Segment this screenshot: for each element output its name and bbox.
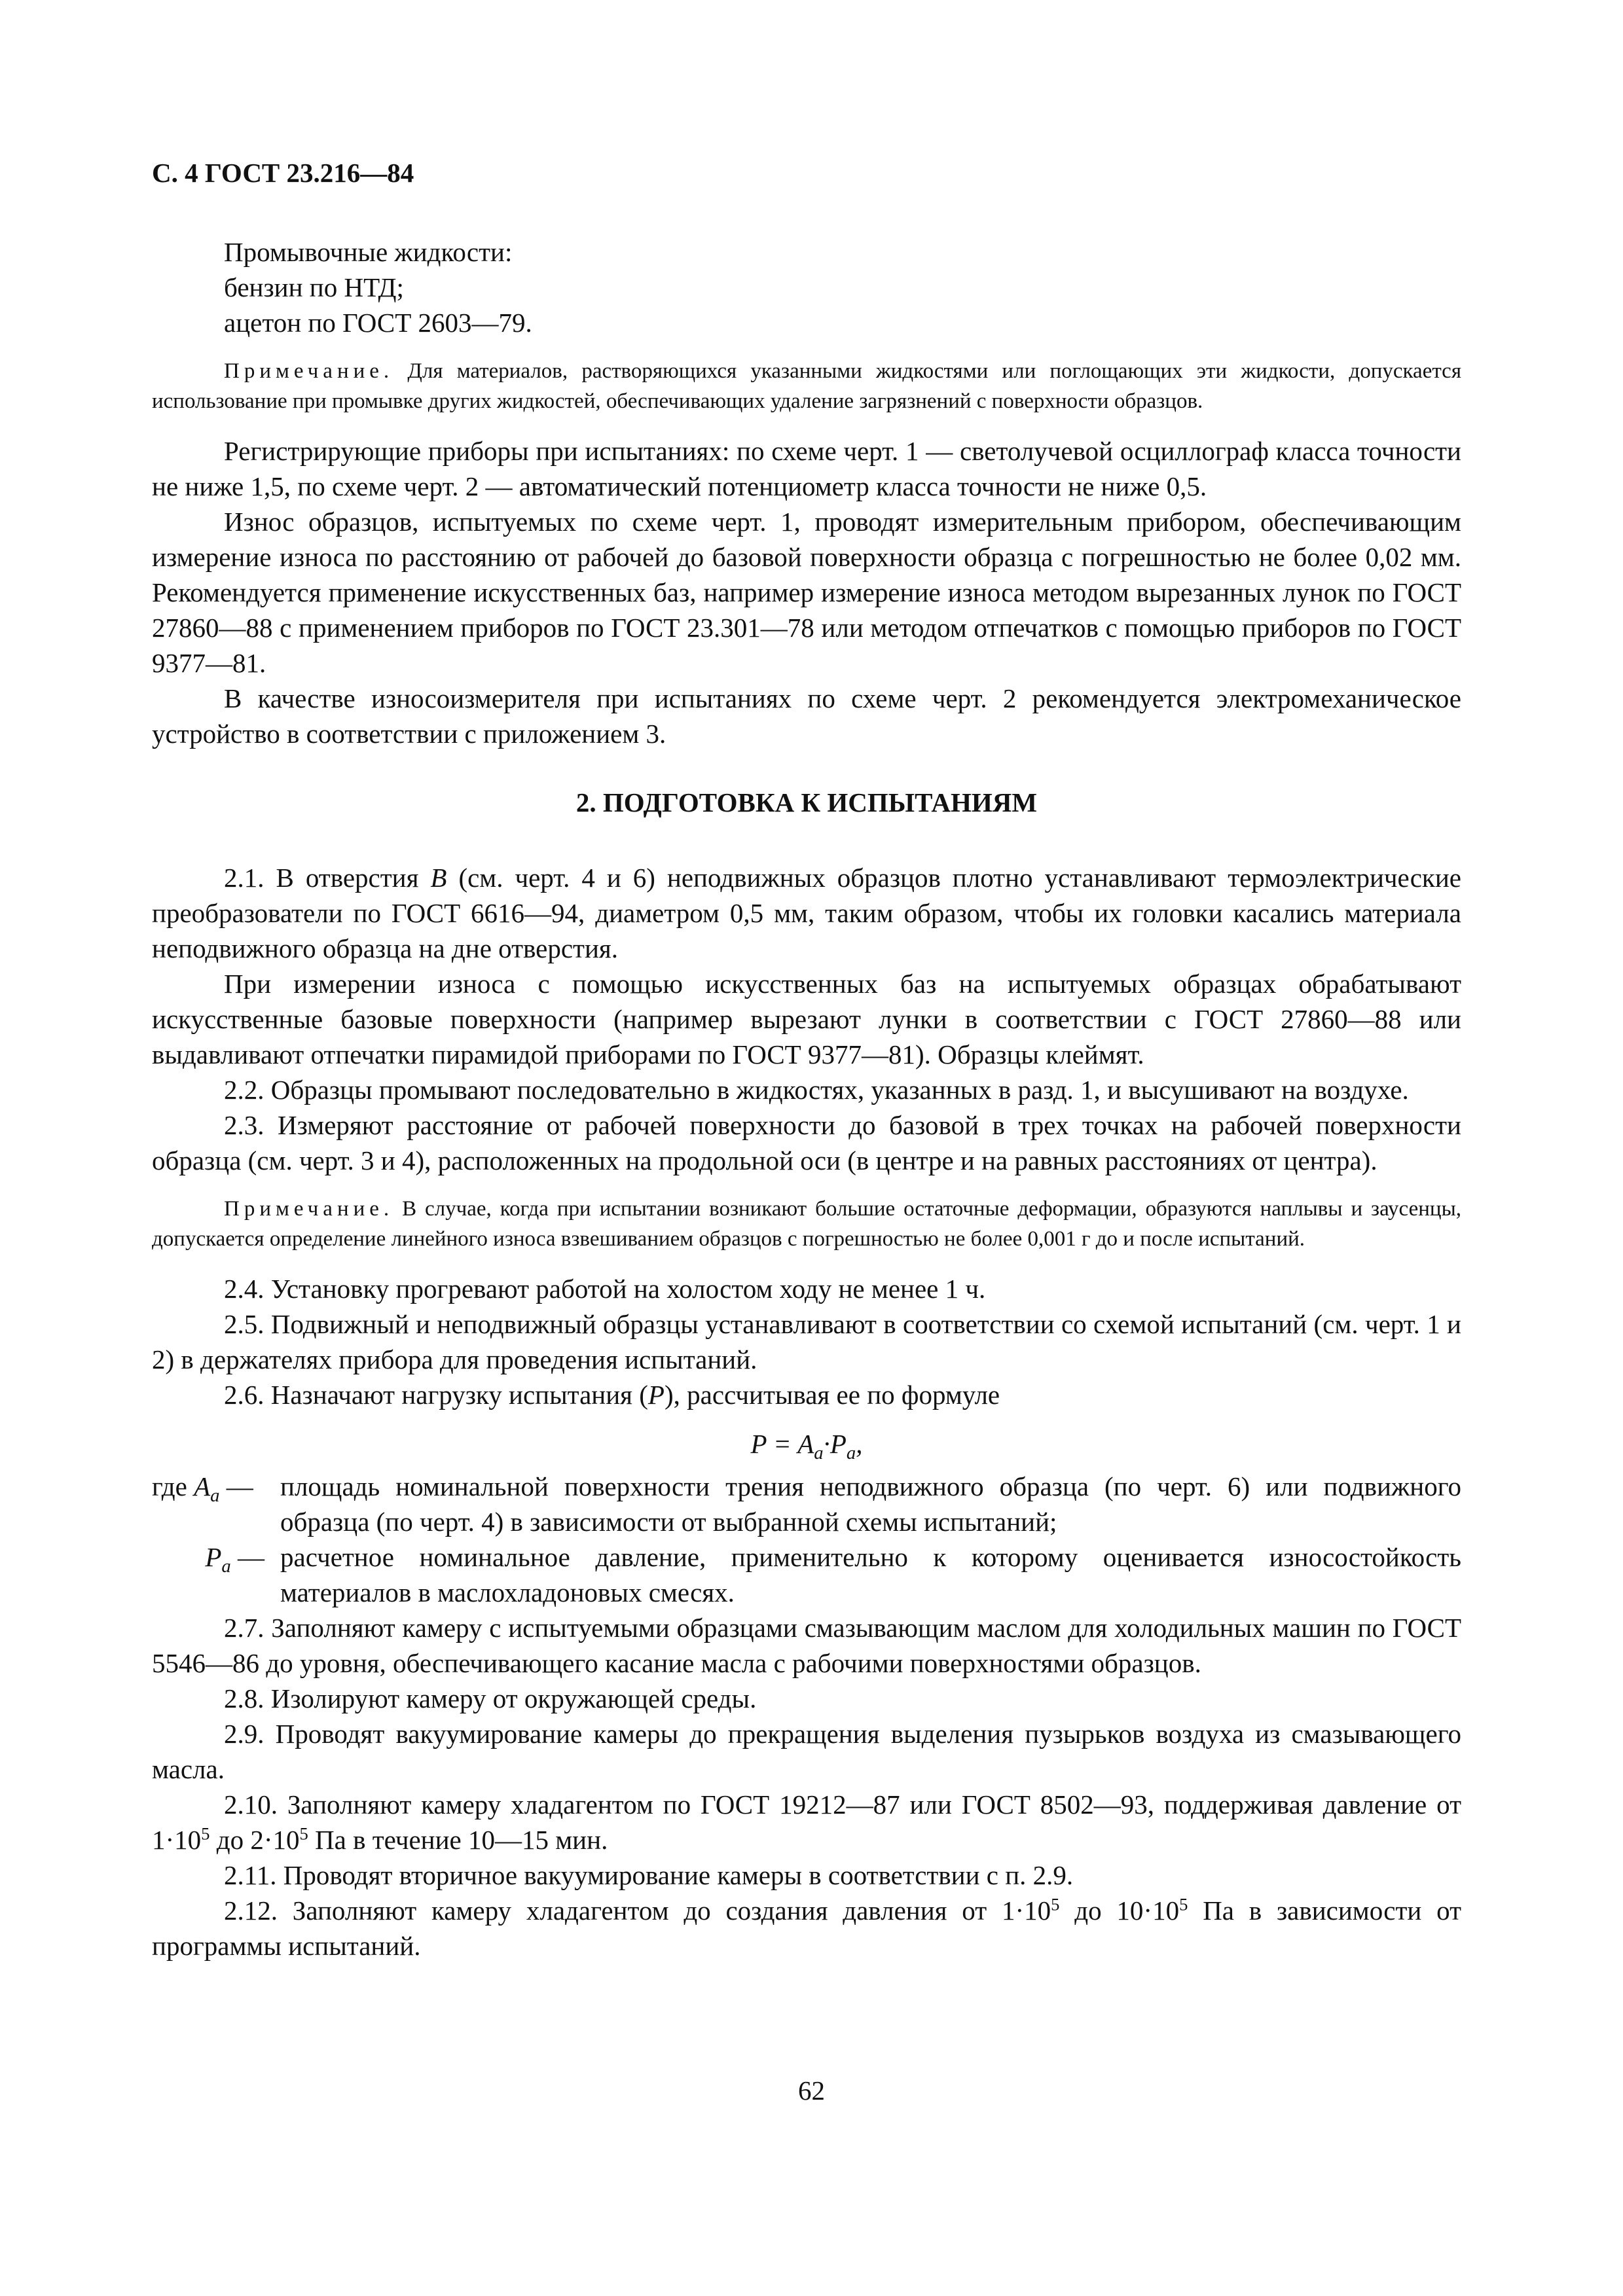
- fluid-item: бензин по НТД;: [224, 272, 404, 302]
- paragraph: Регистрирующие приборы при испытаниях: по схеме черт. 1 — светолучевой осциллограф класса точности не ниже 1,5, по схеме черт. 2 — автоматический потенциометр класса точности не ниже 0,5.: [152, 436, 1461, 501]
- formula-part: P: [750, 1429, 767, 1459]
- page-number: 62: [798, 2075, 825, 2106]
- paragraph-2-1: [152, 860, 1461, 966]
- note-label: Примечание.: [224, 359, 394, 383]
- text-run: до 2·10: [210, 1825, 300, 1855]
- formula-part: ,: [856, 1429, 863, 1459]
- note-label: Примечание.: [224, 1197, 394, 1221]
- section-heading: 2. ПОДГОТОВКА К ИСПЫТАНИЯМ: [575, 787, 1038, 817]
- text-run: 2.1. В отверстия: [224, 863, 431, 893]
- where-label: где: [152, 1471, 187, 1501]
- symbol-subscript: a: [210, 1485, 220, 1507]
- legend-definition: площадь номинальной поверхности трения неподвижного образца (по черт. 6) или подвижного образца (по черт. 4) в зависимости от выбранной схемы испытаний;: [280, 1471, 1461, 1537]
- paragraph: Износ образцов, испытуемых по схеме черт. 1, проводят измерительным прибором, обеспечивающим измерение износа по расстоянию от рабочей до базовой поверхности образца с погрешностью не более 0,02 мм. Рекомендуется применение искусственных баз, например измерение износа методом вырезанных лунок по ГОСТ 27860—88 с применением приборов по ГОСТ 23.301—78 или методом отпечатков с помощью приборов по ГОСТ 9377—81.: [152, 507, 1461, 678]
- paragraph: 2.7. Заполняют камеру с испытуемыми образцами смазывающим маслом для холодильных машин по ГОСТ 5546—86 до уровня, обеспечивающего касание масла с рабочими поверхностями образцов.: [152, 1613, 1461, 1678]
- fluids-title: Промывочные жидкости:: [224, 237, 513, 267]
- dash: —: [238, 1542, 264, 1572]
- paragraph: 2.3. Измеряют расстояние от рабочей поверхности до базовой в трех точках на рабочей поверхности образца (см. черт. 3 и 4), расположенных на продольной оси (в центре и на равных расстояниях от центра).: [152, 1110, 1461, 1175]
- formula-part: =: [766, 1429, 798, 1459]
- formula-subscript: a: [814, 1443, 824, 1464]
- paragraph: 2.2. Образцы промывают последовательно в жидкостях, указанных в разд. 1, и высушивают на воздухе.: [224, 1075, 1409, 1105]
- symbol: P: [205, 1542, 222, 1572]
- load-formula: [152, 1428, 1461, 1464]
- formula-part: ·: [823, 1429, 830, 1459]
- note-text: Для материалов, растворяющихся указанными жидкостями или поглощающих эти жидкости, допускается использование при промывке других жидкостей, обеспечивающих удаление загрязнений с поверхности образцов.: [152, 359, 1461, 413]
- formula-subscript: a: [846, 1443, 856, 1464]
- exponent: 5: [1179, 1894, 1188, 1914]
- symbol-subscript: a: [221, 1556, 231, 1577]
- paragraph: 2.5. Подвижный и неподвижный образцы устанавливают в соответствии со схемой испытаний (см. черт. 1 и 2) в держателях прибора для проведения испытаний.: [152, 1309, 1461, 1374]
- section1-body: [152, 433, 1461, 751]
- legend-symbol: [152, 1469, 280, 1539]
- section2-body-continued: [152, 1271, 1461, 1412]
- symbol: A: [194, 1471, 211, 1501]
- formula-part: A: [797, 1429, 814, 1459]
- legend-definition: расчетное номинальное давление, применительно к которому оценивается износостойкость материалов в маслохладоновых смесях.: [280, 1542, 1461, 1607]
- text-run: ), рассчитывая ее по формуле: [664, 1380, 1000, 1410]
- exponent: 5: [201, 1823, 210, 1844]
- paragraph: 2.11. Проводят вторичное вакуумирование камеры в соответствии с п. 2.9.: [224, 1860, 1074, 1890]
- paragraph-2-12: [152, 1893, 1461, 1964]
- text-run: (см. черт. 4 и 6) неподвижных образцов плотно устанавливают термоэлектрические преобразователи по ГОСТ 6616—94, диаметром 0,5 мм, таким образом, чтобы их головки касались материала неподвижного образца на дне отверстия.: [152, 863, 1461, 963]
- text-run: 2.6. Назначают нагрузку испытания (: [224, 1380, 648, 1410]
- washing-fluids-list: [152, 234, 1461, 340]
- symbol: В: [430, 863, 447, 893]
- text-run: Па в течение 10—15 мин.: [308, 1825, 608, 1855]
- section2-body-final: [152, 1610, 1461, 1964]
- paragraph: 2.8. Изолируют камеру от окружающей среды.: [224, 1683, 757, 1713]
- paragraph: 2.4. Установку прогревают работой на холостом ходу не менее 1 ч.: [224, 1274, 986, 1304]
- fluid-item: ацетон по ГОСТ 2603—79.: [224, 308, 532, 338]
- note-text: В случае, когда при испытании возникают большие остаточные деформации, образуются наплывы и заусенцы, допускается определение линейного износа взвешиванием образцов с погрешностью не более 0,001 г до и после испытаний.: [152, 1197, 1461, 1251]
- symbol: P: [647, 1380, 665, 1410]
- paragraph: При измерении износа с помощью искусственных баз на испытуемых образцах обрабатывают искусственные базовые поверхности (например вырезают лунки в соответствии с ГОСТ 27860—88 или выдавливают отпечатки пирамидой приборами по ГОСТ 9377—81). Образцы клеймят.: [152, 969, 1461, 1069]
- document-page: [152, 157, 1461, 1964]
- text-run: 2.10. Заполняют камеру хладагентом по ГОСТ 19212—87 или ГОСТ 8502—93, поддерживая давление от 1·10: [152, 1789, 1461, 1855]
- note-paragraph: [152, 1194, 1461, 1254]
- text-run: 2.12. Заполняют камеру хладагентом до создания давления от 1·10: [224, 1895, 1051, 1926]
- paragraph: 2.9. Проводят вакуумирование камеры до прекращения выделения пузырьков воздуха из смазывающего масла.: [152, 1719, 1461, 1784]
- section2-body: [152, 860, 1461, 1178]
- note-paragraph: [152, 356, 1461, 416]
- exponent: 5: [299, 1823, 308, 1844]
- page-header: С. 4 ГОСТ 23.216—84: [152, 158, 414, 188]
- exponent: 5: [1051, 1894, 1060, 1914]
- formula-part: P: [830, 1429, 847, 1459]
- paragraph-2-6: [152, 1377, 1461, 1412]
- paragraph-2-10: [152, 1787, 1461, 1857]
- dash: —: [226, 1471, 253, 1501]
- formula-legend: [152, 1469, 1461, 1610]
- text-run: Па в зависимости от программы испытаний.: [152, 1895, 1461, 1961]
- paragraph: В качестве износоизмерителя при испытаниях по схеме черт. 2 рекомендуется электромеханическое устройство в соответствии с приложением 3.: [152, 683, 1461, 749]
- text-run: до 10·10: [1059, 1895, 1180, 1926]
- legend-symbol: [152, 1539, 280, 1610]
